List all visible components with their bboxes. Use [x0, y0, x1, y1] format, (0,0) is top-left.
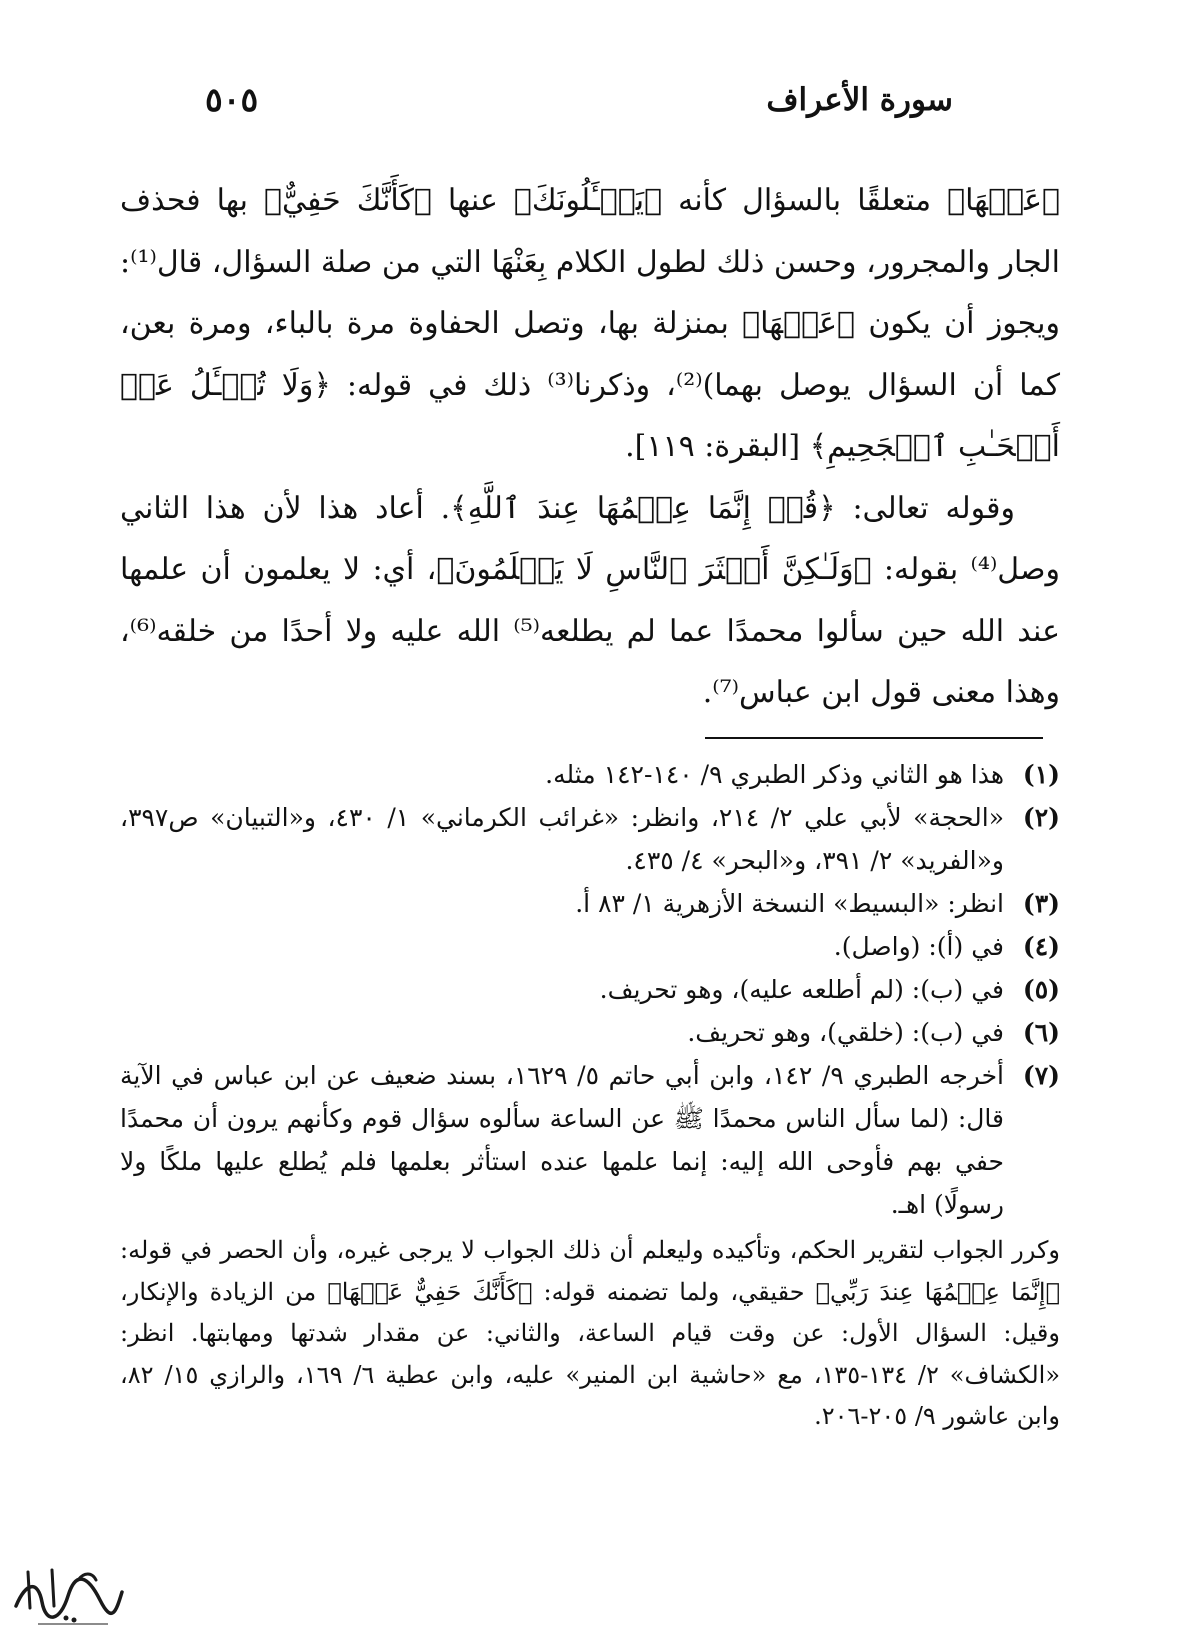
- footnote-number: (١): [1022, 760, 1060, 789]
- footnote-divider: [705, 737, 1043, 739]
- surah-title: سورة الأعراف: [766, 82, 953, 118]
- footnote-7: [120, 1054, 1060, 1226]
- footnote-number: (٢): [1022, 803, 1060, 832]
- footnote-text: في (ب): (لم أطلعه عليه)، وهو تحريف.: [599, 975, 1004, 1004]
- page-number: ٥٠٥: [205, 80, 259, 119]
- footnote-text: أخرجه الطبري ٩/ ١٤٢، وابن أبي حاتم ٥/ ١٦٢٩، بسند ضعيف عن ابن عباس في الآية قال: (لما سأل الناس محمدًا ﷺ عن الساعة سألوه سؤال قوم وكأنهم يرون أن محمدًا حفي بهم فأوحى الله إليه: إنما علمها عنده استأثر بعلمها فلم يُطلع عليها ملكًا ولا رسولًا) اهـ.: [120, 1061, 1005, 1219]
- footnote-4: [120, 925, 1060, 968]
- footnote-text: في (أ): (واصل).: [833, 932, 1004, 961]
- footnotes: [120, 753, 1060, 1438]
- footnote-continuation: وكرر الجواب لتقرير الحكم، وتأكيده وليعلم أن ذلك الجواب لا يرجى غيره، وأن الحصر في قوله: ﴿إِنَّمَا عِلۡمُهَا عِندَ رَبِّي﴾ حقيقي، ولما تضمنه قوله: ﴿كَأَنَّكَ حَفِيٌّ عَنۡهَا﴾ من الزيادة والإنكار، وقيل: السؤال الأول: عن وقت قيام الساعة، والثاني: عن مقدار شدتها ومهابتها. انظر: «الكشاف» ٢/ ١٣٤-١٣٥، مع «حاشية ابن المنير» عليه، وابن عطية ٦/ ١٦٩، والرازي ١٥/ ٨٢، وابن عاشور ٩/ ٢٠٥-٢٠٦.: [120, 1236, 1061, 1430]
- footnote-number: (٥): [1022, 975, 1060, 1004]
- publisher-logo: [8, 1562, 128, 1632]
- footnote-number: (٣): [1022, 889, 1060, 918]
- footnote-number: (٤): [1022, 932, 1060, 961]
- footnote-5: [120, 968, 1060, 1011]
- footnote-2: [120, 796, 1060, 882]
- footnote-3: [120, 882, 1060, 925]
- footnote-text: «الحجة» لأبي علي ٢/ ٢١٤، وانظر: «غرائب الكرماني» ١/ ٤٣٠، و«التبيان» ص٣٩٧، و«الفريد» ٢/ ٣٩١، و«البحر» ٤/ ٤٣٥.: [120, 803, 1005, 875]
- main-paragraph-1: ﴿عَنۡهَا﴾ متعلقًا بالسؤال كأنه ﴿يَسۡـَٔلُونَكَ﴾ عنها ﴿كَأَنَّكَ حَفِيٌّ﴾ بها فحذف الجار والمجرور، وحسن ذلك لطول الكلام بِعَنْهَا التي من صلة السؤال، قال⁽¹⁾: ويجوز أن يكون ﴿عَنۡهَا﴾ بمنزلة بها، وتصل الحفاوة مرة بالباء، ومرة بعن، كما أن السؤال يوصل بهما)⁽²⁾، وذكرنا⁽³⁾ ذلك في قوله: ﴿وَلَا تُسۡـَٔلُ عَنۡ أَصۡحَـٰبِ ٱلۡجَحِيمِ﴾ [البقرة: ١١٩].: [120, 183, 1061, 464]
- main-paragraph-2: وقوله تعالى: ﴿قُلۡ إِنَّمَا عِلۡمُهَا عِندَ ٱللَّهِ﴾. أعاد هذا لأن هذا الثاني وصل⁽⁴⁾ بقوله: ﴿وَلَـٰكِنَّ أَكۡثَرَ ٱلنَّاسِ لَا يَعۡلَمُونَ﴾، أي: لا يعلمون أن علمها عند الله حين سألوا محمدًا عما لم يطلعه⁽⁵⁾ الله عليه ولا أحدًا من خلقه⁽⁶⁾، وهذا معنى قول ابن عباس⁽⁷⁾.: [120, 490, 1061, 710]
- footnote-6: [120, 1011, 1060, 1054]
- footnote-text: هذا هو الثاني وذكر الطبري ٩/ ١٤٠-١٤٢ مثله.: [545, 760, 1004, 789]
- footnote-text: انظر: «البسيط» النسخة الأزهرية ١/ ٨٣ أ.: [575, 889, 1004, 918]
- footnote-number: (٦): [1022, 1018, 1060, 1047]
- footnote-number: (٧): [1022, 1061, 1060, 1090]
- calligraphy-logo-icon: [8, 1562, 128, 1632]
- main-text: [120, 170, 1060, 724]
- footnote-1: [120, 753, 1060, 796]
- page-header: [0, 78, 1185, 128]
- footnote-text: في (ب): (خلقي)، وهو تحريف.: [687, 1018, 1004, 1047]
